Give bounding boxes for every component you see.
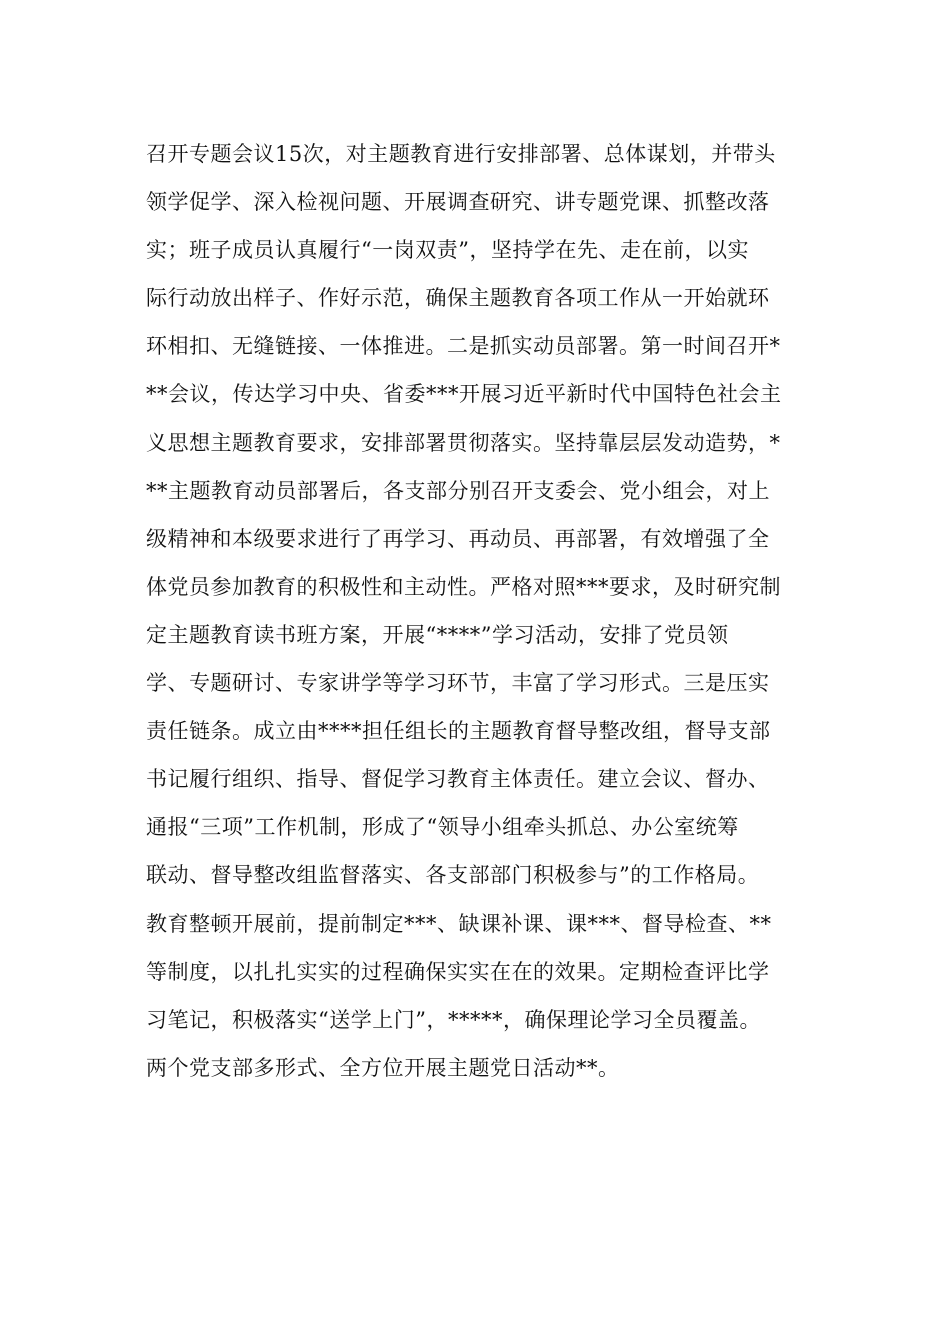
text-line: 环相扣、无缝链接、一体推进。二是抓实动员部署。第一时间召开* xyxy=(146,334,781,359)
text-line: 学、专题研讨、专家讲学等学习环节，丰富了学习形式。三是压实 xyxy=(146,671,770,696)
body-text xyxy=(146,130,826,1092)
text-line: 级精神和本级要求进行了再学习、再动员、再部署，有效增强了全 xyxy=(146,526,770,551)
text-line: **会议，传达学习中央、省委***开展习近平新时代中国特色社会主 xyxy=(146,382,782,407)
text-line: 定主题教育读书班方案，开展“****”学习活动，安排了党员领 xyxy=(146,622,729,647)
text-line: 教育整顿开展前，提前制定***、缺课补课、课***、督导检查、** xyxy=(146,911,772,936)
text-line: 实；班子成员认真履行“一岗双责”，坚持学在先、走在前，以实 xyxy=(146,238,749,263)
text-line: 责任链条。成立由****担任组长的主题教育督导整改组，督导支部 xyxy=(146,719,771,744)
text-line: 书记履行组织、指导、督促学习教育主体责任。建立会议、督办、 xyxy=(146,767,770,792)
text-line: 体党员参加教育的积极性和主动性。严格对照***要求，及时研究制 xyxy=(146,574,781,599)
text-line: 通报“三项”工作机制，形成了“领导小组牵头抓总、办公室统筹 xyxy=(146,815,739,840)
text-line: 际行动放出样子、作好示范，确保主题教育各项工作从一开始就环 xyxy=(146,286,770,311)
text-line: 习笔记，积极落实“送学上门”，*****，确保理论学习全员覆盖。 xyxy=(146,1007,761,1032)
text-line: **主题教育动员部署后，各支部分别召开支委会、党小组会，对上 xyxy=(146,478,770,503)
text-line: 召开专题会议15次，对主题教育进行安排部署、总体谋划，并带头 xyxy=(146,142,776,166)
text-line: 联动、督导整改组监督落实、各支部部门积极参与”的工作格局。 xyxy=(146,863,760,888)
text-line: 两个党支部多形式、全方位开展主题党日活动**。 xyxy=(146,1055,620,1080)
text-line: 等制度，以扎扎实实的过程确保实实在在的效果。定期检查评比学 xyxy=(146,959,770,984)
text-line: 义思想主题教育要求，安排部署贯彻落实。坚持靠层层发动造势，* xyxy=(146,430,781,455)
text-line: 领学促学、深入检视问题、开展调查研究、讲专题党课、抓整改落 xyxy=(146,190,770,215)
